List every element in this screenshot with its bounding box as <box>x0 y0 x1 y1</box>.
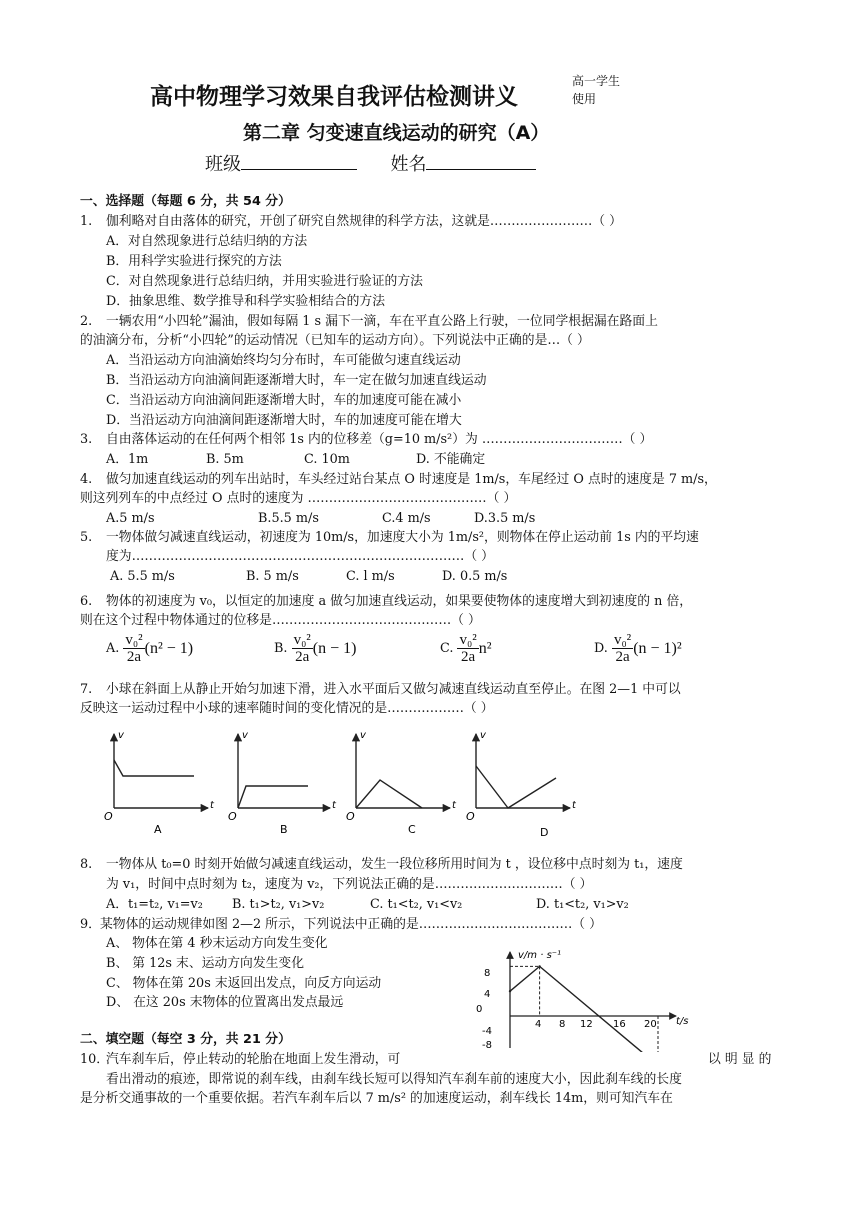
q2-option-b[interactable]: B．当沿运动方向油滴间距逐渐增大时，车一定在做匀加速直线运动 <box>106 373 487 388</box>
graph-c-origin: O <box>346 810 355 823</box>
q8-number: 8. <box>80 857 93 872</box>
q6-option-c[interactable]: C. $\frac{\text{v₀²}}{2a}$ n² <box>440 632 492 665</box>
q1-stem: 伽利略对自由落体的研究，开创了研究自然规律的科学方法，这就是……………………（ ） <box>106 214 622 229</box>
graph-a-t-label: t <box>210 800 214 811</box>
q9-stem: 某物体的运动规律如图 2—2 所示，下列说法中正确的是………………………………（ ） <box>100 917 602 932</box>
fig22-xlabel: t/s <box>676 1016 689 1027</box>
q1-option-a[interactable]: A．对自然现象进行总结归纳的方法 <box>106 234 308 249</box>
q3-stem: 自由落体运动的在任何两个相邻 1s 内的位移差（g=10 m/s²）为 ……………………………（ ） <box>106 432 653 447</box>
graph-d-origin: O <box>466 810 475 823</box>
graph-d[interactable] <box>466 730 576 839</box>
q2-number: 2. <box>80 314 93 329</box>
fig22-xtick-16: 16 <box>613 1019 626 1030</box>
fig22-xtick-4: 4 <box>535 1019 542 1030</box>
q1-option-b[interactable]: B．用科学实验进行探究的方法 <box>106 254 282 269</box>
q4-option-a[interactable]: A.5 m/s <box>106 511 155 526</box>
q2-option-d[interactable]: D．当沿运动方向油滴间距逐渐增大时，车的加速度可能在增大 <box>106 413 462 428</box>
page-title: 高中物理学习效果自我评估检测讲义 <box>150 84 518 110</box>
q7-number: 7. <box>80 682 93 697</box>
graph-b-v-label: v <box>242 730 248 741</box>
q7-stem-line1: 小球在斜面上从静止开始匀加速下滑，进入水平面后又做匀减速直线运动直至停止。在图 2—1 中可以 <box>106 682 681 697</box>
section-heading-fill: 二、填空题（每空 3 分，共 21 分） <box>80 1032 291 1047</box>
name-label: 姓名 <box>390 154 427 175</box>
q4-option-c[interactable]: C.4 m/s <box>382 511 431 526</box>
graph-d-v-label: v <box>480 730 486 741</box>
graph-d-label: D <box>540 826 549 839</box>
figure-2-2-vt-graph <box>468 944 708 1052</box>
graph-b-origin: O <box>228 810 237 823</box>
graph-a-v-label: v <box>118 730 124 741</box>
q9-number: 9． <box>80 917 101 932</box>
q5-option-a[interactable]: A. 5.5 m/s <box>110 569 175 584</box>
q5-stem-line1: 一物体做匀减速直线运动，初速度为 10m/s，加速度大小为 1m/s²，则物体在停止运动前 1s 内的平均速 <box>106 530 699 545</box>
q1-option-c[interactable]: C．对自然现象进行总结归纳，并用实验进行验证的方法 <box>106 274 423 289</box>
graph-a-origin: O <box>104 810 113 823</box>
q6-frac-c: $\frac{\text{v₀²}}{2a}$ <box>459 632 477 665</box>
q5-number: 5. <box>80 530 93 545</box>
q3-option-b[interactable]: B. 5m <box>206 452 244 467</box>
q10-stem-line2: 看出滑动的痕迹，即常说的刹车线，由刹车线长短可以得知汽车刹车前的速度大小，因此刹车线的长度 <box>106 1072 682 1087</box>
q8-option-c[interactable]: C. t₁<t₂, v₁<v₂ <box>370 897 463 912</box>
q5-option-c[interactable]: C. l m/s <box>346 569 395 584</box>
q5-stem-line2: 度为……………………………………………………………………（ ） <box>106 549 494 564</box>
q6-frac-d: $\frac{\text{v₀²}}{2a}$ <box>613 632 632 665</box>
fig22-xtick-8: 8 <box>559 1019 566 1030</box>
fig22-ylabel: v/m · s⁻¹ <box>518 950 562 961</box>
title-note: 高一学生使用 <box>572 74 621 106</box>
fig22-ytick-neg8: -8 <box>482 1040 492 1051</box>
fig22-xtick-12: 12 <box>580 1019 593 1030</box>
fig22-ytick-neg4: -4 <box>482 1026 492 1037</box>
q4-option-d[interactable]: D.3.5 m/s <box>474 511 536 526</box>
q6-frac-a: $\frac{\text{v₀²}}{2a}$ <box>125 632 143 665</box>
q9-option-d[interactable]: D、 在这 20s 末物体的位置离出发点最远 <box>106 995 344 1010</box>
q10-stem-line3: 是分析交通事故的一个重要依据。若汽车刹车后以 7 m/s² 的加速度运动，刹车线长 14m，则可知汽车在 <box>80 1091 673 1106</box>
q4-stem-line1: 做匀加速直线运动的列车出站时，车头经过站台某点 O 时速度是 1m/s，车尾经过 O 点时的速度是 7 m/s， <box>106 472 717 487</box>
q3-option-a[interactable]: A．1m <box>106 452 149 467</box>
fig22-series-line <box>510 966 658 1052</box>
q6-option-a[interactable]: A. $\frac{\text{v₀²}}{2a}$ (n² − 1) <box>106 632 194 665</box>
chapter-subtitle: 第二章 匀变速直线运动的研究（A） <box>243 122 550 144</box>
q4-stem-line2: 则这列列车的中点经过 O 点时的速度为 ……………………………………（ ） <box>80 491 517 506</box>
graph-a[interactable] <box>104 730 215 836</box>
graph-c-t-label: t <box>452 800 456 811</box>
graph-a-label: A <box>154 823 162 836</box>
q5-option-b[interactable]: B. 5 m/s <box>246 569 299 584</box>
q2-option-a[interactable]: A．当沿运动方向油滴始终均匀分布时，车可能做匀速直线运动 <box>106 353 461 368</box>
q2-stem-line1: 一辆农用“小四轮”漏油，假如每隔 1 s 漏下一滴，车在平直公路上行驶，一位同学根据漏在路面上 <box>106 314 658 329</box>
q6-option-d[interactable]: D. $\frac{\text{v₀²}}{2a}$ (n − 1)² <box>594 632 682 665</box>
q8-option-b[interactable]: B. t₁>t₂, v₁>v₂ <box>232 897 325 912</box>
graph-b-label: B <box>280 823 288 836</box>
graph-c[interactable] <box>346 730 457 836</box>
q4-number: 4. <box>80 472 93 487</box>
q6-frac-b: $\frac{\text{v₀²}}{2a}$ <box>293 632 311 665</box>
q8-option-a[interactable]: A．t₁=t₂, v₁=v₂ <box>106 897 203 912</box>
q9-option-c[interactable]: C、 物体在第 20s 末返回出发点，向反方向运动 <box>106 976 382 991</box>
q2-option-c[interactable]: C．当沿运动方向油滴间距逐渐增大时，车的加速度可能在减小 <box>106 393 462 408</box>
class-name-line <box>205 150 536 176</box>
q3-number: 3. <box>80 432 93 447</box>
q6-stem-line1: 物体的初速度为 v₀，以恒定的加速度 a 做匀加速直线运动，如果要使物体的速度增大到初速度的 n 倍， <box>106 594 693 609</box>
fig22-ytick-4: 4 <box>484 989 491 1000</box>
graph-d-t-label: t <box>572 800 576 811</box>
q8-stem-line2: 为 v₁，时间中点时刻为 t₂，速度为 v₂，下列说法正确的是…………………………（ ） <box>106 877 593 892</box>
q8-option-d[interactable]: D. t₁<t₂, v₁>v₂ <box>536 897 629 912</box>
fig22-xtick-20: 20 <box>644 1019 657 1030</box>
graph-c-v-label: v <box>360 730 366 741</box>
q10-number: 10． <box>80 1052 110 1067</box>
name-blank[interactable] <box>426 151 536 170</box>
q9-option-a[interactable]: A、 物体在第 4 秒末运动方向发生变化 <box>106 936 328 951</box>
figure-2-1-graphs <box>96 724 576 844</box>
class-blank[interactable] <box>241 151 357 170</box>
section-heading-choice: 一、选择题（每题 6 分，共 54 分） <box>80 194 291 209</box>
q6-stem-line2: 则在这个过程中物体通过的位移是……………………………………（ ） <box>80 613 481 628</box>
graph-b[interactable] <box>228 730 337 836</box>
q5-option-d[interactable]: D. 0.5 m/s <box>442 569 508 584</box>
q3-option-d[interactable]: D. 不能确定 <box>416 452 486 467</box>
q6-option-b[interactable]: B. $\frac{\text{v₀²}}{2a}$ (n − 1) <box>274 632 357 665</box>
q4-option-b[interactable]: B.5.5 m/s <box>258 511 319 526</box>
q3-option-c[interactable]: C. 10m <box>304 452 350 467</box>
q7-stem-line2: 反映这一运动过程中小球的速率随时间的变化情况的是………………（ ） <box>80 701 494 716</box>
q1-number: 1. <box>80 214 93 229</box>
q6-number: 6. <box>80 594 93 609</box>
q1-option-d[interactable]: D．抽象思维、数学推导和科学实验相结合的方法 <box>106 294 385 309</box>
q2-stem-line2: 的油滴分布，分析“小四轮”的运动情况（已知车的运动方向）。下列说法中正确的是…（ ） <box>80 333 590 348</box>
fig22-ytick-8: 8 <box>484 968 491 979</box>
class-label: 班级 <box>205 154 241 175</box>
graph-b-t-label: t <box>332 800 336 811</box>
q9-option-b[interactable]: B、 第 12s 末、运动方向发生变化 <box>106 956 305 971</box>
graph-c-label: C <box>408 823 416 836</box>
fig22-ytick-0: 0 <box>476 1004 483 1015</box>
q10-stem-line1b: 以 明 显 的 <box>708 1052 772 1067</box>
q8-stem-line1: 一物体从 t₀=0 时刻开始做匀减速直线运动，发生一段位移所用时间为 t ，设位移中点时刻为 t₁，速度 <box>106 857 683 872</box>
q10-stem-line1a: 汽车刹车后，停止转动的轮胎在地面上发生滑动，可 <box>106 1052 401 1067</box>
